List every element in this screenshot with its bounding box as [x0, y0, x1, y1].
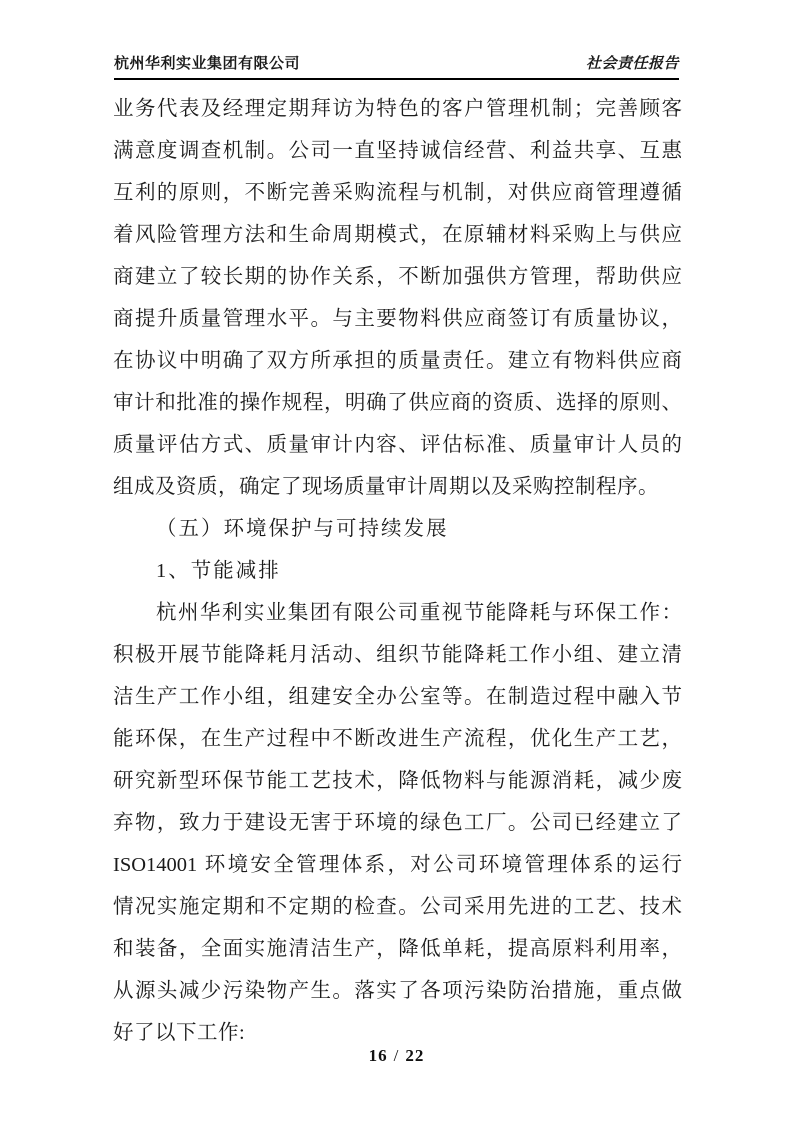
- header-report-title: 社会责任报告: [585, 55, 679, 72]
- text-line: 情况实施定期和不定期的检查。公司采用先进的工艺、技术: [113, 896, 682, 918]
- text-line: 在协议中明确了双方所承担的质量责任。建立有物料供应商: [113, 350, 682, 372]
- text-line: 组成及资质，确定了现场质量审计周期以及采购控制程序。: [113, 476, 659, 498]
- text-line: 和装备，全面实施清洁生产，降低单耗，提高原料利用率，: [113, 938, 682, 960]
- text-line: 商建立了较长期的协作关系，不断加强供方管理，帮助供应: [113, 266, 682, 288]
- text-line: 弃物，致力于建设无害于环境的绿色工厂。公司已经建立了: [113, 812, 682, 834]
- text-line: ISO14001 环境安全管理体系，对公司环境管理体系的运行: [113, 854, 682, 876]
- text-line: 好了以下工作:: [113, 1022, 246, 1044]
- footer-page-separator: /: [393, 1046, 400, 1065]
- text-line: 商提升质量管理水平。与主要物料供应商签订有质量协议，: [113, 308, 682, 330]
- text-line: 能环保，在生产过程中不断改进生产流程，优化生产工艺，: [113, 728, 682, 750]
- text-line: 审计和批准的操作规程，明确了供应商的资质、选择的原则、: [113, 392, 682, 414]
- body-lines: [113, 88, 682, 1054]
- text-line: 积极开展节能降耗月活动、组织节能降耗工作小组、建立清: [113, 644, 682, 666]
- footer-page-number: 16: [368, 1046, 388, 1065]
- text-line: （五）环境保护与可持续发展: [156, 518, 449, 540]
- header-company-name: 杭州华利实业集团有限公司: [114, 55, 301, 72]
- text-line: 互利的原则，不断完善采购流程与机制，对供应商管理遵循: [113, 182, 682, 204]
- page-header: [114, 52, 679, 80]
- text-line: 从源头减少污染物产生。落实了各项污染防治措施，重点做: [113, 980, 682, 1002]
- text-line: 质量评估方式、质量审计内容、评估标准、质量审计人员的: [113, 434, 682, 456]
- text-line: 业务代表及经理定期拜访为特色的客户管理机制；完善顾客: [113, 98, 682, 120]
- text-line: 着风险管理方法和生命周期模式，在原辅材料采购上与供应: [113, 224, 682, 246]
- page-footer: [0, 1046, 793, 1066]
- text-line: 1、节能减排: [156, 560, 281, 582]
- text-line: 洁生产工作小组，组建安全办公室等。在制造过程中融入节: [113, 686, 682, 708]
- text-line: 满意度调查机制。公司一直坚持诚信经营、利益共享、互惠: [113, 140, 682, 162]
- text-line: 研究新型环保节能工艺技术，降低物料与能源消耗，减少废: [113, 770, 682, 792]
- footer-total-pages: 22: [405, 1046, 425, 1065]
- text-line: 杭州华利实业集团有限公司重视节能降耗与环保工作：: [156, 602, 682, 624]
